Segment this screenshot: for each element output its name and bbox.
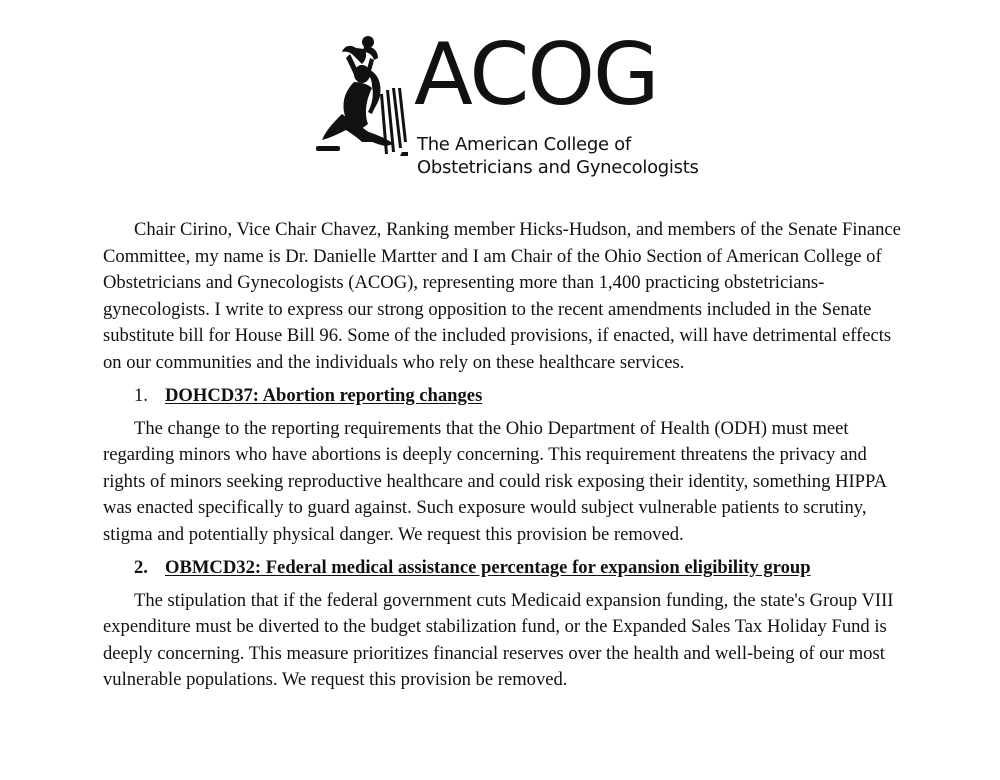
letter-body xyxy=(103,217,903,694)
organization-name-line-1: The American College of xyxy=(417,134,631,155)
acog-letterhead xyxy=(316,25,706,180)
acog-wordmark: ACOG xyxy=(414,25,658,125)
acog-mother-child-logo-icon xyxy=(316,34,408,156)
section-1-heading xyxy=(103,383,903,410)
section-1-paragraph: The change to the reporting requirements that the Ohio Department of Health (ODH) must meet regarding minors who have abortions is deeply concerning. This requirement threatens the privacy and rights of minors seeking reproductive healthcare and could risk exposing their identity, something HIPPA was enacted specifically to guard against. Such exposure would subject vulnerable patients to scrutiny, stigma and potentially physical danger. We request this provision be removed. xyxy=(103,417,887,545)
section-2-paragraph: The stipulation that if the federal government cuts Medicaid expansion funding, the state's Group VIII expenditure must be diverted to the budget stabilization fund, or the Expanded Sales Tax Holiday Fund is deeply concerning. This measure prioritizes financial reserves over the health and well-being of our most vulnerable populations. We request this provision be removed. xyxy=(103,589,894,690)
section-2-title: OBMCD32: Federal medical assistance percentage for expansion eligibility group xyxy=(165,557,811,578)
intro-paragraph: Chair Cirino, Vice Chair Chavez, Ranking member Hicks-Hudson, and members of the Senate Finance Committee, my name is Dr. Danielle Martter and I am Chair of the Ohio Section of American College of Obstetricians and Gynecologists (ACOG), representing more than 1,400 practicing obstetricians-gynecologists. I write to express our strong opposition to the recent amendments included in the Senate substitute bill for House Bill 96. Some of the included provisions, if enacted, will have detrimental effects on our communities and the individuals who rely on these healthcare services. xyxy=(103,219,901,373)
section-2-heading xyxy=(103,555,903,582)
section-1-title: DOHCD37: Abortion reporting changes xyxy=(165,385,483,406)
organization-name-line-2: Obstetricians and Gynecologists xyxy=(417,157,699,178)
section-2-number: 2. xyxy=(134,557,148,578)
section-1-number: 1. xyxy=(134,385,148,406)
